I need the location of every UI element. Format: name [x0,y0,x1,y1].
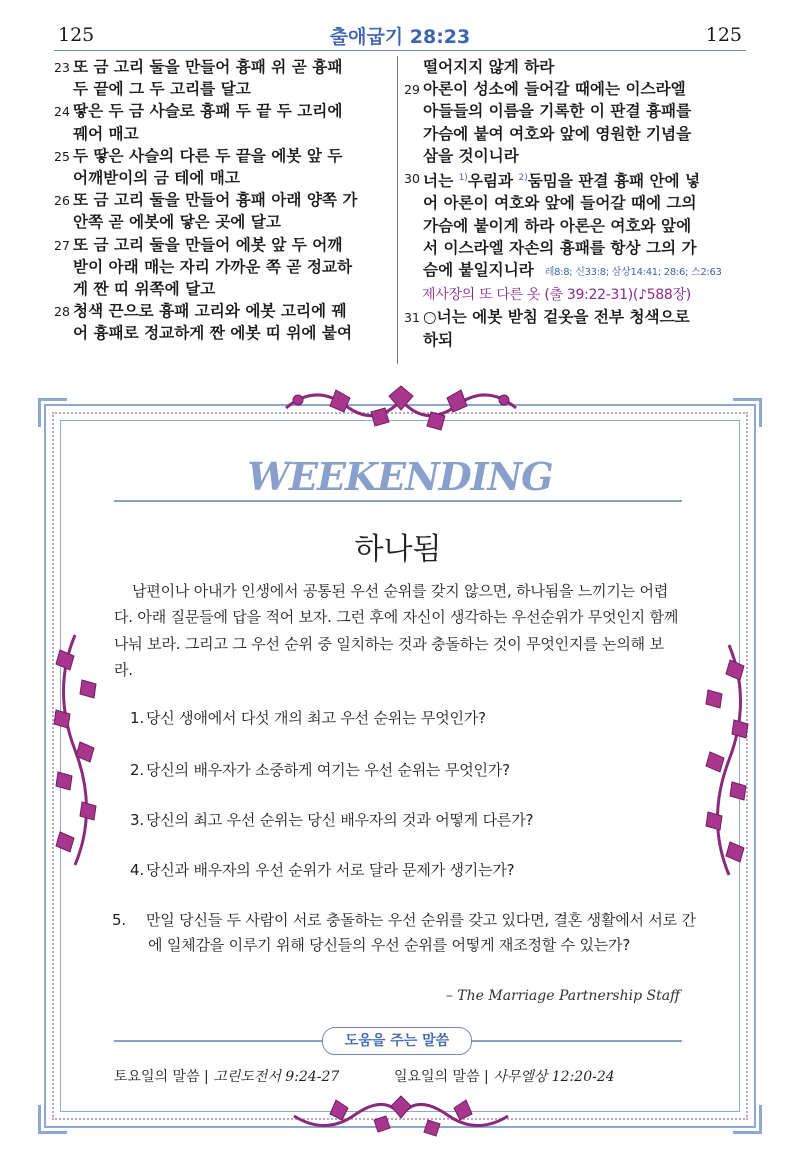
verse-line: 두 땋은 사슬의 다른 두 끝을 에봇 앞 두 [73,146,343,165]
verse-28-continued [404,56,744,78]
running-head: 출애굽기 28:23 [329,26,471,48]
question-number: 1. [130,709,144,727]
frame-corner-ornament [733,1105,762,1134]
verse-text: 둠밈을 판결 흉패 안에 넣 [527,172,701,191]
verse-line: 게 짠 띠 위쪽에 달고 [73,280,216,299]
verse-line: 하되 [423,330,454,349]
verse-text: 슴에 붙일지니라 [423,261,534,280]
sunday-label: 일요일의 말씀 | [394,1069,494,1085]
saturday-reference[interactable]: 고린도전서 9:24-27 [213,1069,340,1085]
verse-27 [54,234,394,301]
verse-line: 아들들의 이름을 기록한 이 판결 흉패를 [423,102,692,121]
footnote-marker[interactable]: 1) [458,173,468,184]
helpful-words-badge: 도움을 주는 말씀 [322,1027,472,1055]
verse-line: 가슴에 붙여 여호와 앞에 영원한 기념을 [423,124,692,143]
sunday-reference[interactable]: 사무엘상 12:20-24 [493,1069,615,1085]
question-number: 4. [130,861,144,879]
verse-31 [404,306,744,350]
verse-line: ○너는 에봇 받침 겉옷을 전부 청색으로 [423,308,690,327]
verse-text: 우림과 [467,172,514,191]
saturday-reading [114,1066,339,1086]
verse-line: 땋은 두 금 사슬로 흉패 두 끝 두 고리에 [73,102,343,121]
verse-line: 또 금 고리 둘을 만들어 에봇 앞 두 어깨 [73,235,343,254]
verse-26 [54,189,394,233]
page-number-left: 125 [58,24,95,46]
verse-number: 29 [404,82,420,98]
left-vine-ornament [42,630,108,870]
verse-line: 삼을 것이니라 [423,146,519,165]
question-number: 5. [112,911,126,929]
footnote-marker[interactable]: 2) [518,173,528,184]
section-title: 제사장의 또 다른 옷 (출 39:22-31)(♪588장) [422,287,691,304]
verse-line: 가슴에 붙이게 하라 아론은 여호와 앞에 [423,216,692,235]
verse-number: 26 [54,193,70,209]
question-item [130,758,692,783]
scripture-columns [54,56,746,364]
credit-line: – The Marriage Partnership Staff [445,988,680,1004]
verse-number: 27 [54,237,70,253]
right-column [404,56,744,351]
question-item [112,908,696,958]
question-number: 3. [130,811,144,829]
frame-corner-ornament [733,398,762,427]
verse-25 [54,145,394,189]
right-vine-ornament [696,640,762,880]
verse-line: 받이 아래 매는 자리 가까운 쪽 곧 정교하 [73,257,353,276]
question-item [130,858,692,883]
sunday-reading [394,1066,615,1086]
page-header [54,20,746,51]
top-vine-ornament [276,378,526,438]
weekending-title: 하나됨 [354,532,442,567]
saturday-label: 토요일의 말씀 | [114,1069,214,1085]
left-column [54,56,394,345]
question-item [130,706,692,731]
weekending-rule [114,500,682,502]
verse-line: 또 금 고리 둘을 만들어 흉패 위 곧 흉패 [73,58,343,76]
verse-28 [54,300,394,344]
verse-line [423,167,744,192]
verse-line: 서 이스라엘 자손의 흉패를 항상 그의 가 [423,238,697,257]
frame-corner-ornament [38,1105,67,1134]
question-text: 만일 당신들 두 사람이 서로 충돌하는 우선 순위를 갖고 있다면, 결혼 생활에서 서로 간에 일체감을 이루기 위해 당신들의 우선 순위를 어떻게 재조정할 수 있는가? [146,911,696,954]
verse-line [423,259,744,284]
question-text: 당신의 최고 우선 순위는 당신 배우자의 것과 어떻게 다른가? [146,811,534,829]
verse-line: 또 금 고리 둘을 만들어 흉패 아래 양쪽 가 [73,191,358,210]
column-divider [397,56,398,364]
verse-text: 너는 [423,172,454,191]
verse-number: 28 [54,304,70,320]
verse-line: 어깨받이의 금 테에 매고 [73,169,240,188]
verse-number: 24 [54,104,70,120]
page-number-right: 125 [705,24,742,46]
verse-line: 어 흉패로 정교하게 짠 에봇 띠 위에 붙여 [73,324,353,343]
verse-line: 꿰어 매고 [73,124,139,143]
verse-line: 떨어지지 않게 하라 [423,58,555,76]
verse-number: 30 [404,171,420,187]
verse-29 [404,78,744,167]
frame-corner-ornament [38,398,67,427]
weekending-label: WEEKENDING [247,454,553,499]
verse-30 [404,167,744,284]
question-text: 당신과 배우자의 우선 순위가 서로 달라 문제가 생기는가? [146,861,515,879]
verse-line: 두 끝에 그 두 고리를 달고 [73,80,251,99]
verse-number: 31 [404,310,420,326]
bottom-vine-ornament [286,1090,516,1142]
verse-number: 23 [54,60,70,75]
question-item [130,808,692,833]
verse-line: 청색 끈으로 흉패 고리와 에봇 고리에 꿰 [73,302,347,321]
verse-line: 어 아론이 여호와 앞에 들어갈 때에 그의 [423,194,697,213]
verse-23 [54,56,394,100]
cross-references[interactable]: 레8:8; 신33:8; 삼상14:41; 28:6; 스2:63 [544,267,722,279]
verse-line: 안쪽 곧 에봇에 닿은 곳에 달고 [73,213,281,232]
question-number: 2. [130,761,144,779]
verse-24 [54,100,394,144]
question-text: 당신 생애에서 다섯 개의 최고 우선 순위는 무엇인가? [146,709,486,727]
verse-number: 25 [54,148,70,164]
question-text: 당신의 배우자가 소중하게 여기는 우선 순위는 무엇인가? [146,761,510,779]
weekending-intro: 남편이나 아내가 인생에서 공통된 우선 순위를 갖지 않으면, 하나됨을 느끼기는 어렵다. 아래 질문들에 답을 적어 보자. 그런 후에 자신이 생각하는 우선순위가 무엇인지 함께 나눠 보라. 그리고 그 우선 순위 중 일치하는 것과 충돌하는 것이 무엇인지를 논의해 보라. [114,582,679,680]
verse-line: 아론이 성소에 들어갈 때에는 이스라엘 [423,80,686,99]
